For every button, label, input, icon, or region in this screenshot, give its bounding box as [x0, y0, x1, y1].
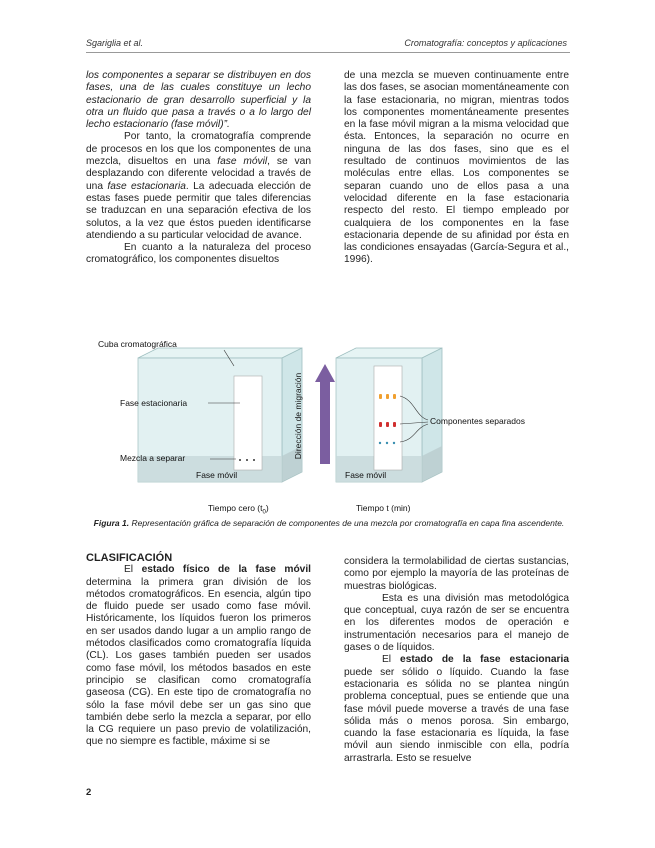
col4-paragraph-2: Esta es una división mas metodológica que conceptual, cuya razón de ser se encuentra en los diferentes modos de operación e instrumentación necesarios para el manejo de gases o de líquidos. [344, 592, 569, 654]
figure-1 [90, 330, 570, 520]
spot-orange-1 [379, 394, 382, 399]
col1-paragraph-3: En cuanto a la naturaleza del proceso cromatográfico, los componentes disueltos [86, 242, 311, 266]
col3-paragraph-1: El estado físico de la fase móvil determina la primera gran división de los métodos cromatográficos. En esencia, algún tipo de fluido puede ser usado como fase móvil. Históricamente, los líquidos fueron los primeros en ser usados dando lugar a un amplio rango de métodos clasificados como cromatografía líquida (CL). Los gases también pueden ser usados como fase móvil, los métodos basados en este principio se clasifican como cromatografía gaseosa (CG). En este tipo de cromatografía no sólo la fase móvil debe ser un gas sino que también debe serlo la mezcla a separar, por ello la CG requiere un paso previo de volatilización, que no siempre es factible, máxime si se [86, 564, 311, 748]
col4-paragraph-3: El estado de la fase estacionaria puede ser sólido o líquido. Cuando la fase estacionaria es sólida no se plantea ningún problema conceptual, pues se entiende que una fase móvil puede moverse a través de una fase sólida más o menos porosa. Sin embargo, cuando la fase estacionaria es líquida, la fase móvil aun siendo inmiscible con ella, podría arrastrarla. Esto se resuelve [344, 654, 569, 764]
label-fase-movil-left: Fase móvil [196, 470, 238, 480]
header-rule [86, 52, 570, 53]
label-fase-estacionaria: Fase estacionaria [120, 398, 188, 408]
spot-red-3 [393, 422, 396, 427]
col1-paragraph-2: Por tanto, la cromatografía comprende de procesos en los que los componentes de una mezcla, disueltos en una fase móvil, se van desplazando con diferente velocidad a través de una fase estacionaria. La adecuada elección de estas fases puede permitir que tales diferencias se traduzcan en una separación efectiva de los solutos, a la vez que éstos pueden identificarse atendiendo a su particular velocidad de avance. [86, 131, 311, 241]
column-3 [86, 552, 311, 749]
section-heading-clasificacion: CLASIFICACIÓN [86, 552, 173, 564]
label-tiempo-t: Tiempo t (min) [356, 503, 411, 513]
tlc-plate-right [374, 366, 402, 470]
label-fase-movil-right: Fase móvil [345, 470, 387, 480]
label-componentes: Componentes separados [430, 416, 525, 426]
right-tank [336, 348, 442, 482]
label-mezcla: Mezcla a separar [120, 453, 186, 463]
migration-arrow [315, 364, 335, 464]
spot-orange-3 [393, 394, 396, 399]
tlc-plate-left [234, 376, 262, 470]
column-4 [344, 556, 569, 765]
running-header-author: Sgariglia et al. [86, 38, 144, 48]
running-header-title: Cromatografía: conceptos y aplicaciones [404, 38, 567, 48]
page-number: 2 [86, 787, 92, 798]
column-2 [344, 70, 569, 267]
figure-caption: Figura 1. Representación gráfica de separación de componentes de una mezcla por cromatografía en capa fina ascendente. [93, 518, 565, 528]
col4-paragraph-1: considera la termolabilidad de ciertas sustancias, como por ejemplo la mayoría de las proteínas de muestras biológicas. [344, 556, 569, 592]
label-cuba: Cuba cromatográfica [98, 339, 177, 349]
col2-paragraph-1: de una mezcla se mueven continuamente entre las dos fases, se asocian momentáneamente con la fase estacionaria, no migran, mientras todos los componentes momentáneamente presentes en la fase móvil migran a la misma velocidad que ésta. Entonces, la separación no ocurre en ninguna de las dos fases, sino que es el resultado de continuos movimientos de las moléculas entre ellas. Los componentes se separan cuando uno de ellos pasa a una velocidad diferente en la fase estacionaria respecto del resto. El tiempo empleado por cualquiera de los componentes en la fase estacionaria depende de su afinidad por ésta en las condiciones ensayadas (García-Segura et al., 1996). [344, 70, 569, 266]
spot-red-1 [379, 422, 382, 427]
label-direccion-migracion: Dirección de migración [293, 372, 304, 460]
spot-red-2 [386, 422, 389, 427]
col1-paragraph-1: los componentes a separar se distribuyen en dos fases, una de las cuales constituye un lecho estacionario de gran desarrollo superficial y la otra un fluido que pasa a través o a lo largo del lecho estacionario (fase móvil)”. [86, 70, 311, 131]
spot-orange-2 [386, 394, 389, 399]
label-tiempo-cero: Tiempo cero $(t_0)$ [208, 503, 269, 516]
column-1 [86, 70, 311, 267]
